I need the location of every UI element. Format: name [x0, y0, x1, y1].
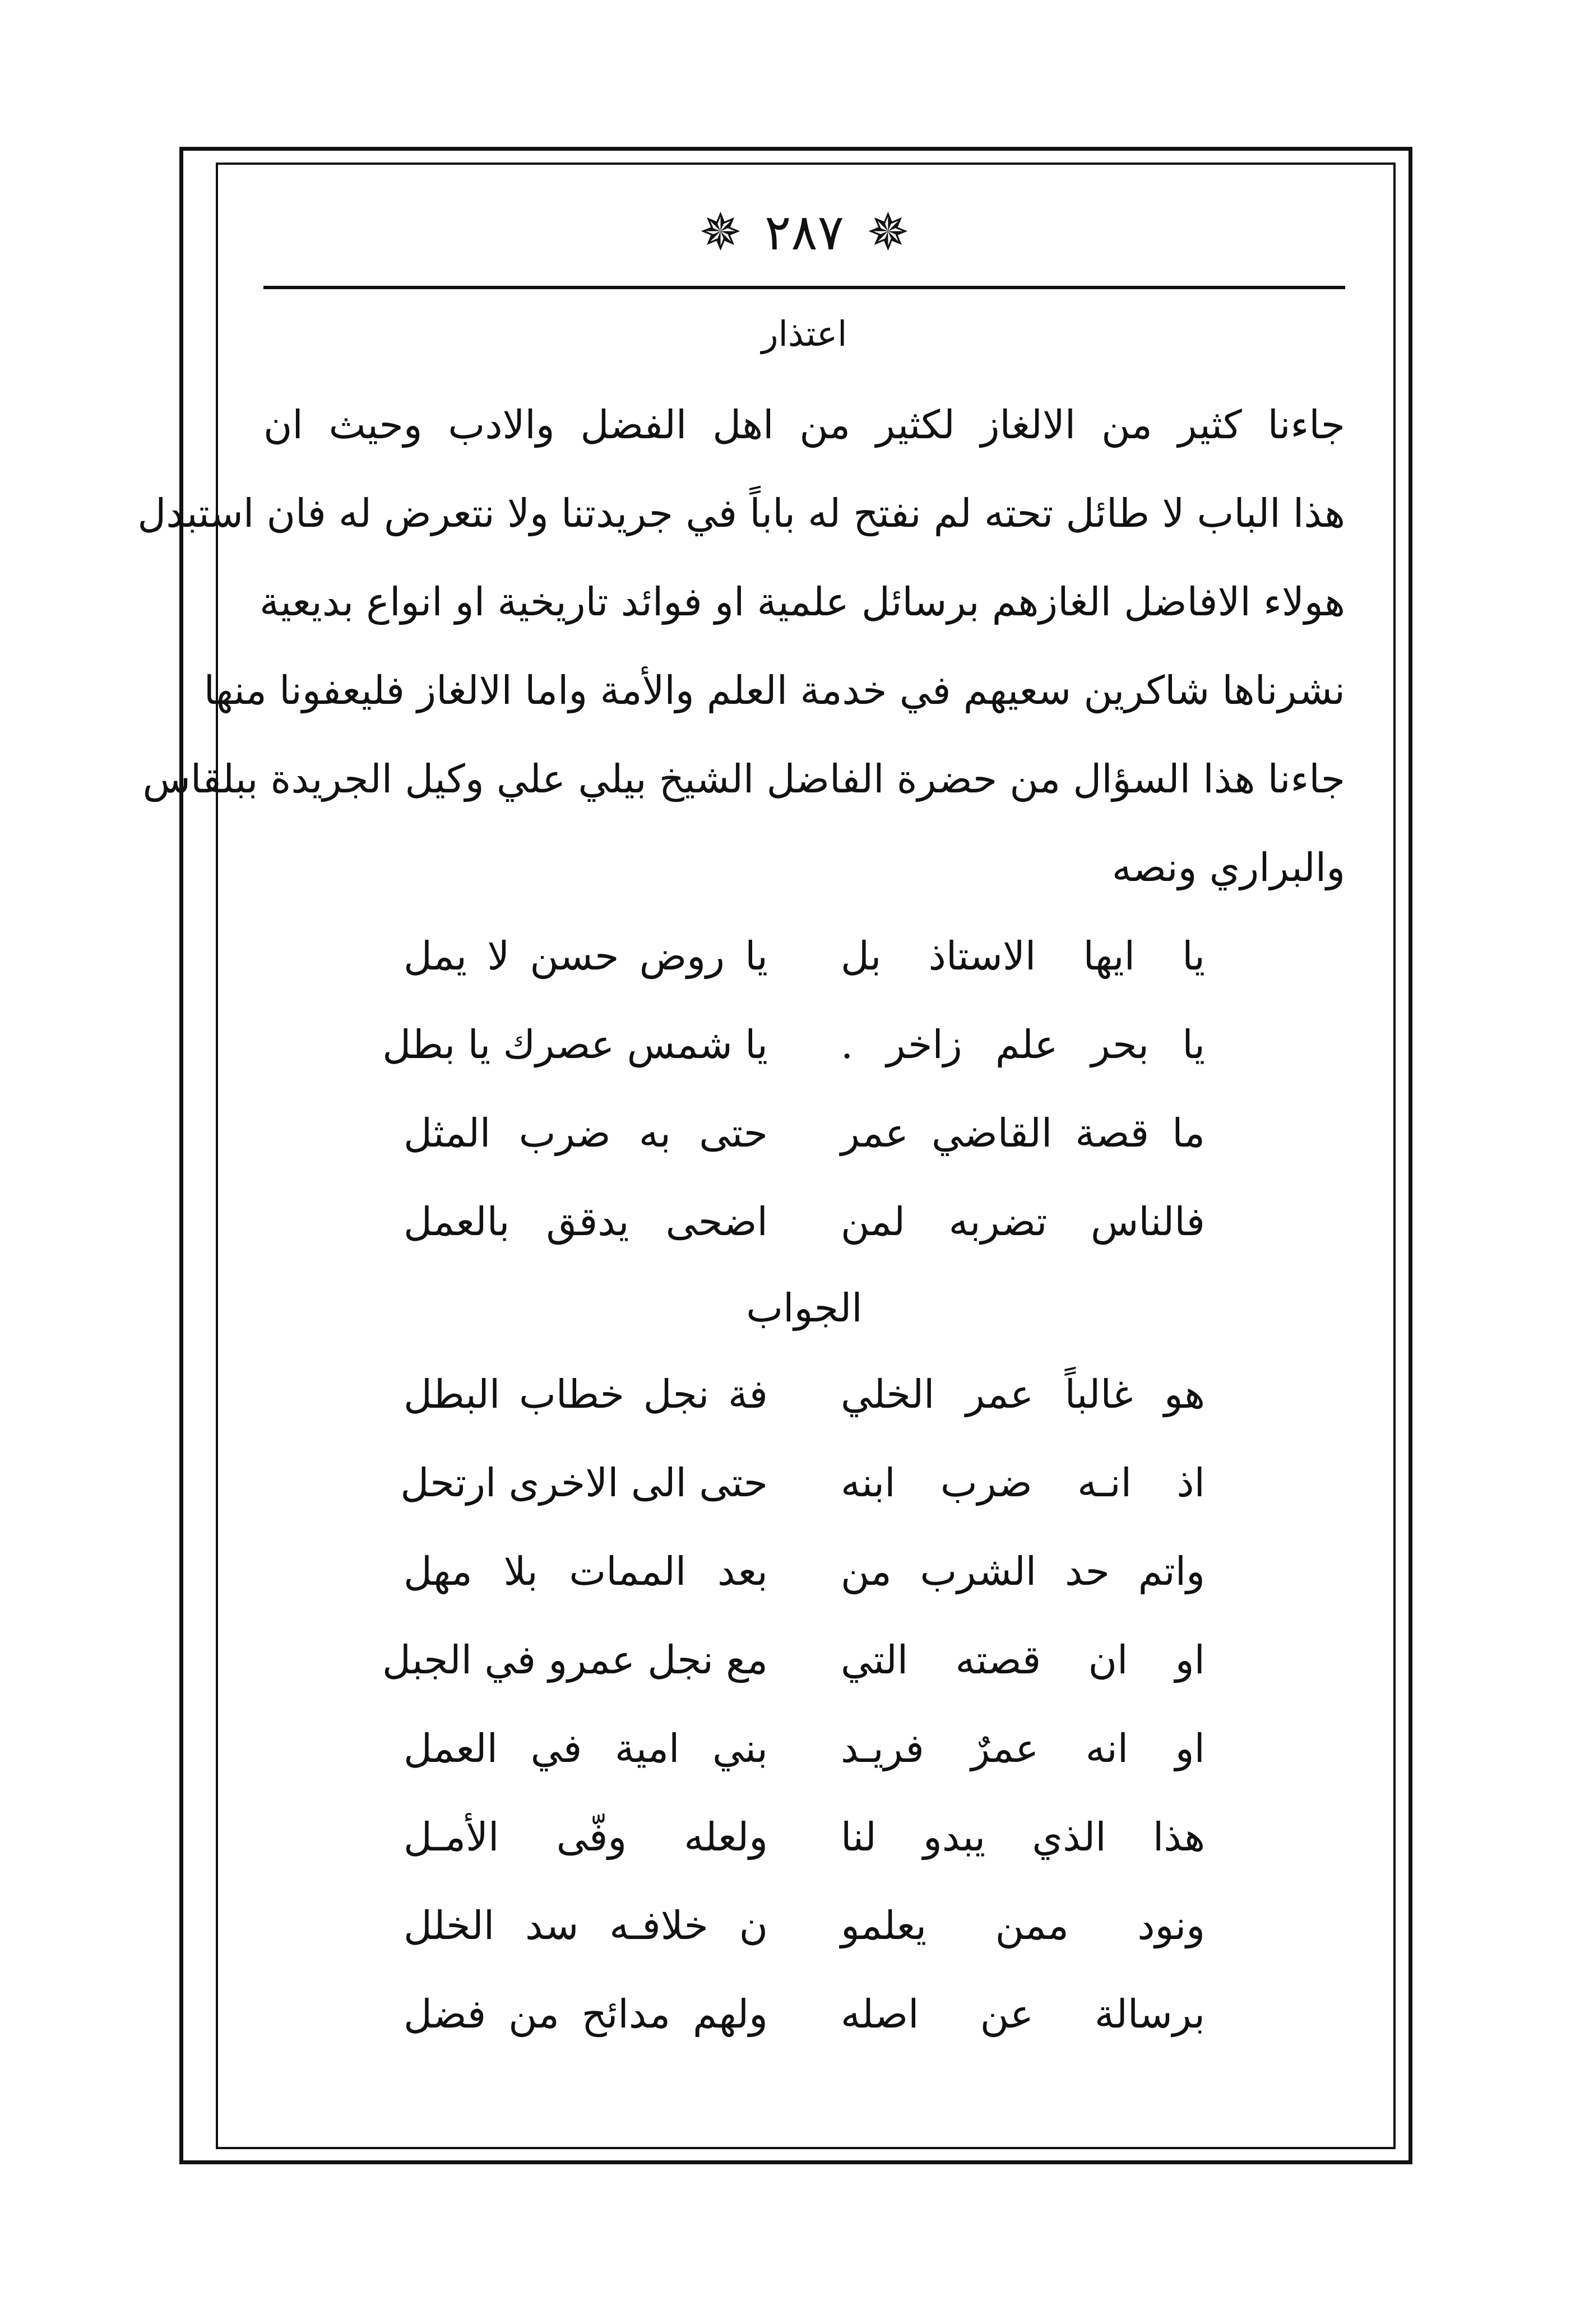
- paragraph-line: نشرناها شاكرين سعيهم في خدمة العلم والأمة واما الالغاز فليعفونا منها: [203, 667, 1345, 713]
- page-number: ٢٨٧: [764, 203, 844, 261]
- verse: [404, 1793, 1205, 1881]
- verse: [382, 1616, 1205, 1704]
- verse-first-half: برسالة عن اصله: [841, 1991, 1205, 2037]
- verse-second-half: فة نجل خطاب البطل: [404, 1371, 768, 1417]
- paragraph-line: جاءنا كثير من الالغاز لكثير من اهل الفضل والادب وحيث ان: [263, 402, 1345, 448]
- verse: [404, 1177, 1205, 1266]
- verse-first-half: يا ايها الاستاذ بل: [841, 933, 1205, 979]
- paragraph-line: والبراري ونصه: [1111, 845, 1345, 890]
- verse-first-half: فالناس تضربه لمن: [841, 1199, 1205, 1245]
- verse: [404, 1970, 1205, 2058]
- verse-second-half: بعد الممات بلا مهل: [404, 1548, 768, 1594]
- verse-first-half: ونود ممن يعلمو: [841, 1903, 1205, 1949]
- verse-second-half: يا روض حسن لا يمل: [404, 933, 768, 979]
- verse-second-half: ولعله وفّى الأمـل: [404, 1814, 768, 1860]
- page-header: [263, 191, 1345, 275]
- verse-second-half: ن خلافـه سد الخلل: [404, 1903, 768, 1949]
- verse-second-half: مع نجل عمرو في الجبل: [382, 1637, 768, 1683]
- ornament-left-icon: ✵: [699, 202, 743, 262]
- verse: [404, 1350, 1205, 1439]
- verse: [404, 1704, 1205, 1793]
- verse: [382, 1000, 1205, 1089]
- verse: [404, 1881, 1205, 1970]
- answer-title: الجواب: [746, 1285, 863, 1331]
- verse-second-half: يا شمس عصرك يا بطل: [382, 1022, 768, 1068]
- verse: [404, 1089, 1205, 1177]
- verse-first-half: هو غالباً عمر الخلي: [841, 1371, 1205, 1417]
- verse-first-half: اذ انـه ضرب ابنه: [841, 1460, 1205, 1506]
- verse: [400, 1439, 1205, 1527]
- paragraph-apology: [137, 381, 1345, 735]
- verse-first-half: او ان قصته التي: [841, 1637, 1205, 1683]
- page-content: [137, 313, 1345, 2058]
- verse-second-half: اضحى يدقق بالعمل: [404, 1199, 768, 1245]
- paragraph-line: جاءنا هذا السؤال من حضرة الفاضل الشيخ بيلي علي وكيل الجريدة ببلقاس: [142, 756, 1345, 802]
- verse-first-half: هذا الذي يبدو لنا: [841, 1814, 1205, 1860]
- header-rule: [263, 286, 1345, 289]
- paragraph-line: هذا الباب لا طائل تحته لم نفتح له باباً في جريدتنا ولا نتعرض له فان استبدل: [137, 490, 1345, 536]
- ornament-right-icon: ✵: [866, 202, 910, 262]
- question-poem: [382, 912, 1205, 1266]
- verse-second-half: بني امية في العمل: [404, 1725, 768, 1771]
- paragraph-line: هولاء الافاضل الغازهم برسائل علمية او فوائد تاريخية او انواع بديعية: [259, 579, 1345, 625]
- verse-first-half: واتم حد الشرب من: [841, 1548, 1205, 1594]
- verse-first-half: ما قصة القاضي عمر: [841, 1110, 1205, 1156]
- verse: [404, 912, 1205, 1000]
- paragraph-question-intro: [142, 735, 1345, 912]
- verse: [404, 1527, 1205, 1616]
- article-title: اعتذار: [761, 313, 847, 354]
- answer-poem: [382, 1350, 1205, 2058]
- verse-second-half: ولهم مدائح من فضل: [404, 1991, 768, 2037]
- verse-second-half: حتى به ضرب المثل: [404, 1110, 768, 1156]
- verse-first-half: يا بحر علم زاخر .: [841, 1022, 1205, 1068]
- verse-first-half: او انه عمرٌ فريـد: [841, 1725, 1205, 1771]
- verse-second-half: حتى الى الاخرى ارتحل: [400, 1460, 768, 1506]
